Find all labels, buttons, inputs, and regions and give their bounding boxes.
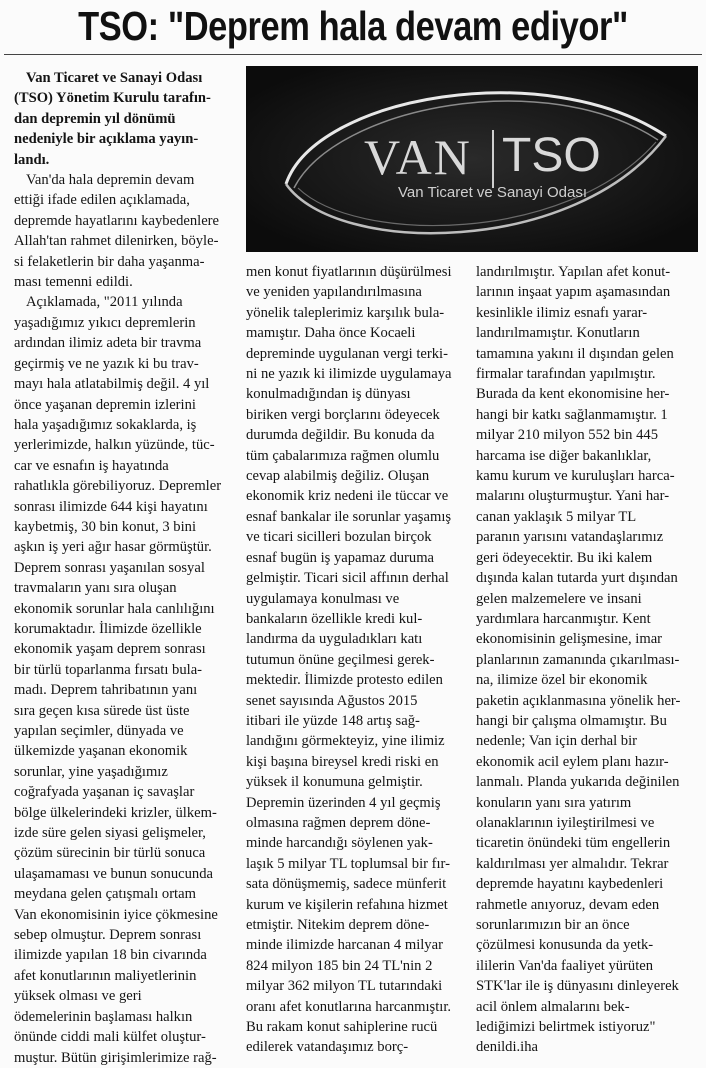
article-line: Van Ticaret ve Sanayi Odası: [26, 70, 203, 86]
article-line: ması temenni edildi.: [14, 274, 133, 291]
article-line: uygulamaya konulması ve: [246, 590, 400, 607]
article-line: gelmiştir. Ticari sicil affının derhal: [246, 570, 449, 587]
article-line: sorunlarımızın bir an önce: [476, 917, 630, 933]
article-line: nedeniyle bir açıklama yayın-: [14, 131, 199, 148]
article-line: rahatlıkla görebiliyoruz. Depremler: [14, 478, 222, 495]
article-line: paranın yarısını vatandaşlarımız: [476, 529, 664, 546]
article-line: ililerin Van'da faaliyet yürüten: [476, 957, 654, 974]
article-line: landırılmıştır. Yapılan afet konut-: [476, 264, 671, 280]
article-line: sorunlar, yine yaşadığımız: [14, 763, 168, 780]
article-line: yüksek il konumuna gelmiştir.: [246, 774, 423, 791]
article-line: 824 milyon 185 bin 24 TL'nin 2: [246, 957, 433, 974]
article-line: kamu kurum ve kuruluşları harca-: [476, 468, 675, 485]
article-line: sata dönüşmemiş, sadece münferit: [246, 876, 447, 893]
article-line: si felaketlerin bir daha yaşanma-: [14, 253, 205, 270]
article-line: kurum ve kişilerin refahına hizmet: [246, 896, 448, 913]
article-line: Bu rakam konut sahiplerine rucü: [246, 1019, 438, 1036]
article-line: nedenle; Van için derhal bir: [476, 733, 638, 750]
article-line: afet konutlarının maliyetlerinin: [14, 967, 197, 984]
article-line: geçirmiş ve ne yazık ki bu trav-: [14, 355, 199, 372]
article-line: ödemelerinin başlaması halkın: [14, 1008, 193, 1025]
article-line: na, ilimize özel bir ekonomik: [476, 672, 648, 689]
article-line: minde ilimizde harcanan 4 milyar: [246, 937, 443, 954]
article-line: ekonomik acil eylem planı hazır-: [476, 753, 669, 770]
article-line: konulmadığından iş dünyası: [246, 386, 411, 403]
article-line: senet sayısında Ağustos 2015: [246, 692, 418, 709]
article-line: sebep olmuştur. Deprem sonrası: [14, 927, 202, 944]
article-line: ekonomisinin gelişmesine, imar: [476, 631, 663, 648]
article-paragraph: [14, 292, 236, 1067]
article-line: ülkemizde yaşanan ekonomik: [14, 743, 188, 760]
article-line: yerlerimizde, halkın yüzünde, tüc-: [14, 437, 215, 454]
article-line: ulaşamaması ve bunun sonucunda: [14, 865, 213, 882]
article-line: STK'lar ile iş dünyasını dinleyerek: [476, 978, 679, 995]
article-line: malarını oluşturmuştur. Yani har-: [476, 488, 670, 505]
article-line: milyar 362 milyon TL tutarındaki: [246, 978, 443, 995]
article-line: esnaf bankalar ile sorunlar yaşamış: [246, 508, 452, 525]
article-line: bölge ülkelerindeki krizler, ülkem-: [14, 804, 217, 821]
article-line: coğrafyada yaşanan iç savaşlar: [14, 784, 195, 801]
article-line: landığını görmekteyiz, yine ilimiz: [246, 733, 445, 750]
article-line: konuların yanı sıra yatırım: [476, 794, 632, 811]
article-line: harcama ise diğer bakanlıklar,: [476, 447, 652, 464]
article-line: Deprem sonrası yaşanılan sosyal: [14, 559, 205, 576]
article-line: lediğimizi belirtmek istiyoruz": [476, 1019, 656, 1036]
article-line: landırılmamıştır. Konutların: [476, 325, 640, 342]
article-line: korumaktadır. İlimizde özellikle: [14, 620, 202, 637]
logo-subtitle: Van Ticaret ve Sanayi Odası: [398, 184, 587, 201]
article-line: lanmalı. Planda yukarıda değinilen: [476, 774, 680, 791]
article-line: kesinlikle ilimiz esnafı yarar-: [476, 304, 648, 321]
article-line: planlarının zamanında çıkarılması-: [476, 651, 680, 668]
article-line: olanaklarının iyileştirilmesi ve: [476, 814, 655, 831]
article-line: itibari ile yüzde 148 artış sağ-: [246, 712, 420, 729]
article-line: Depremin üzerinden 4 yıl geçmiş: [246, 794, 441, 811]
article-line: mamıştır. Daha önce Kocaeli: [246, 325, 416, 342]
article-line: ekonomik yaşam deprem sonrası: [14, 641, 206, 658]
logo-van-text: VAN: [364, 129, 472, 185]
article-line: travmaların yanı sıra oluşan: [14, 580, 177, 597]
article-line: car ve esnafın iş hayatında: [14, 457, 169, 474]
article-line: landırma da uyguladıkları katı: [246, 631, 423, 648]
article-line: canan yaklaşık 5 milyar TL: [476, 508, 637, 525]
article-line: mayı hala atlatabilmiş değil. 4 yıl: [14, 376, 210, 393]
article-line: tüm çabalarımıza rağmen olumlu: [246, 447, 440, 464]
article-line: ardından ilimiz adeta bir travma: [14, 335, 202, 352]
article-line: hangi bir çalışma olmamıştır. Bu: [476, 712, 667, 729]
logo-swoosh-icon: [246, 66, 698, 252]
article-line: ve yeniden yapılandırılmasına: [246, 284, 422, 301]
article-line: meydana gelen çatışmalı ortam: [14, 886, 196, 903]
article-line: acil önlem almalarını bek-: [476, 998, 630, 1015]
article-line: durumda değildir. Bu konuda da: [246, 427, 435, 444]
article-line: bir türlü toparlanma fırsatı bula-: [14, 661, 203, 678]
article-line: depremde hayatlarını kaybedenlere: [14, 212, 220, 229]
article-line: hangi bir katkı sağlanmamıştır. 1: [476, 406, 668, 423]
logo-tso-text: TSO: [502, 129, 601, 182]
article-line: yapılan seçimler, dünyada ve: [14, 723, 184, 739]
article-line: ekonomik kriz nedeni ile tüccar ve: [246, 488, 449, 505]
article-line: minde harcandığı söylenen yak-: [246, 835, 433, 852]
article-line: Van'da hala depremin devam: [26, 172, 195, 189]
article-line: tamamına yakını il dışından gelen: [476, 345, 674, 362]
article-line: depremde hayatını kaybedenleri: [476, 876, 664, 893]
article-line: ticaretin önündeki tüm engellerin: [476, 835, 671, 852]
article-line: depreminde uygulanan vergi terki-: [246, 345, 448, 362]
article-line: firmalar tarafından yapılmıştır.: [476, 366, 656, 383]
article-line: olmasına rağmen deprem döne-: [246, 814, 431, 831]
headline-rule: [4, 54, 702, 55]
article-line: Açıklamada, "2011 yılında: [26, 294, 183, 311]
article-line: geri ödeyecektir. Bu iki kalem: [476, 549, 653, 566]
article-line: denildi.iha: [476, 1039, 539, 1056]
article-line: muştur. Bütün girişimlerimize rağ-: [14, 1049, 217, 1066]
article-line: ni ne yazık ki ilimizde uygulamaya: [246, 366, 452, 383]
article-line: sonrası ilimizde 644 kişi hayatını: [14, 498, 208, 515]
article-line: kaldırılması yer almalıdır. Tekrar: [476, 855, 669, 872]
article-line: yardımlara harcanmıştır. Kent: [476, 610, 651, 627]
article-line: mektedir. İlimizde protesto edilen: [246, 672, 443, 689]
article-paragraph: [476, 262, 698, 1058]
article-column-1: [14, 68, 236, 1068]
article-line: esnaf bugün iş yapamaz duruma: [246, 549, 435, 566]
article-line: etmiştir. Nitekim deprem döne-: [246, 917, 430, 933]
article-line: yönelik taleplerimiz karşılık bula-: [246, 304, 445, 321]
article-line: gelen malzemelere ve insani: [476, 590, 642, 607]
article-line: milyar 210 milyon 552 bin 445: [476, 427, 659, 444]
article-line: cevap alabilmiş değiliz. Oluşan: [246, 468, 430, 485]
van-tso-logo: [246, 66, 698, 252]
article-line: ettiği ifade edilen açıklamada,: [14, 192, 190, 209]
article-line: edilerek vatandaşımız borç-: [246, 1039, 409, 1056]
article-line: larının inşaat yapım aşamasından: [476, 284, 671, 301]
headline: TSO: "Deprem hala devam ediyor": [78, 3, 628, 49]
article-line: çözüm sürecinin bir türlü sonuca: [14, 845, 206, 862]
article-line: önce yaşanan depremin izlerini: [14, 396, 196, 413]
article-line: çözülmesi konusunda da yetk-: [476, 937, 654, 954]
article-column-2: [246, 262, 466, 1058]
article-line: paketin açıklanmasına yönelik her-: [476, 692, 681, 709]
article-line: landı.: [14, 151, 50, 168]
article-line: kişi başına bireysel kredi riski en: [246, 753, 439, 770]
article-line: Van ekonomisinin iyice çökmesine: [14, 906, 218, 923]
article-line: rahmetle anıyoruz, devam eden: [476, 896, 660, 913]
article-line: madı. Deprem tahribatının yanı: [14, 682, 198, 699]
article-line: izde süre gelen siyasi gelişmeler,: [14, 825, 206, 842]
article-line: ekonomik sorunlar hala canlılığını: [14, 600, 215, 617]
article-line: yüksek olması ve geri: [14, 988, 142, 1005]
article-line: oranı afet konutlarına harcanmıştır.: [246, 998, 452, 1015]
article-line: ilimizde yapılan 18 bin civarında: [14, 947, 207, 964]
article-line: Allah'tan rahmet dilenirken, böyle-: [14, 233, 219, 250]
article-line: Burada da kent ekonomisine her-: [476, 386, 670, 403]
article-line: sıra geçen kısa sürede üst üste: [14, 702, 190, 719]
article-line: bankaların özellikle kredi kul-: [246, 610, 423, 627]
article-line: ve ticari sicilleri bozulan birçok: [246, 529, 432, 546]
article-paragraph: [246, 262, 466, 1058]
article-line: kaybetmiş, 30 bin konut, 3 bini: [14, 518, 197, 535]
article-column-3: [476, 262, 698, 1058]
article-line: biriken vergi borçlarını ödeyecek: [246, 406, 440, 423]
article-line: laşık 5 milyar TL toplumsal bir fır-: [246, 855, 450, 872]
article-line: aşkın iş yeri ağır hasar görmüştür.: [14, 539, 212, 556]
article-line: dışında kalan tutarda yurt dışından: [476, 570, 678, 587]
article-line: men konut fiyatlarının düşürülmesi: [246, 264, 452, 280]
article-line: (TSO) Yönetim Kurulu tarafın-: [14, 90, 211, 107]
article-paragraph: [14, 170, 236, 292]
article-line: önünde ciddi mali külfet oluştur-: [14, 1029, 206, 1046]
article-paragraph: [14, 68, 236, 170]
article-line: yaşadığımız yıkıcı depremlerin: [14, 314, 196, 331]
logo-separator: [492, 130, 494, 188]
article-line: dan depremin yıl dönümü: [14, 110, 176, 127]
article-line: tutumun önüne geçilmesi gerek-: [246, 651, 435, 668]
article-line: hala yaşadığımız sokaklarda, iş: [14, 416, 197, 433]
